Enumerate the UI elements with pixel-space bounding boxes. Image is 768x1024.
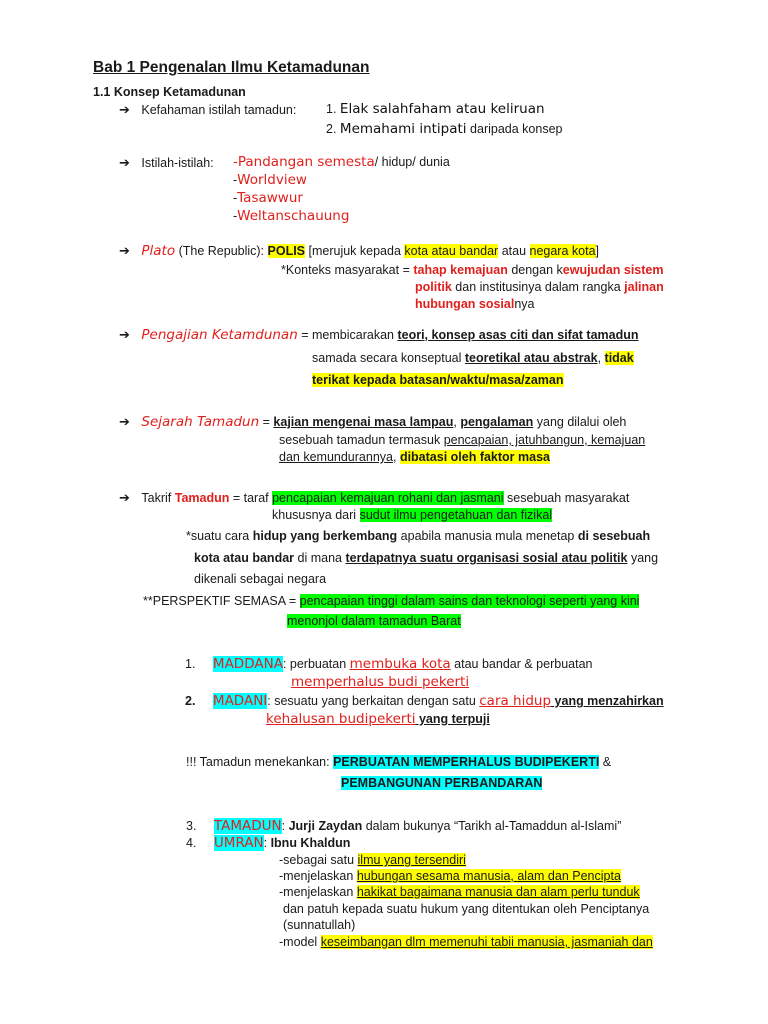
madani-line-2: kehalusan budipekerti yang terpuji — [266, 711, 490, 727]
umran-point-3b: dan patuh kepada suatu hukum yang ditentukan oleh Penciptanya — [283, 902, 650, 916]
sejarah-line: ➔ Sejarah Tamadun = kajian mengenai masa lampau, pengalaman yang dilalui oleh — [119, 414, 627, 430]
section-heading: 1.1 Konsep Ketamadunan — [93, 85, 246, 99]
pengajian-line-2: samada secara konseptual teoretikal atau abstrak, tidak — [312, 351, 634, 365]
arrow-icon: ➔ — [119, 328, 130, 343]
takrif-suatu-3: dikenali sebagai negara — [194, 572, 327, 586]
maddana-line-2: memperhalus budi pekerti — [291, 674, 470, 690]
arrow-icon: ➔ — [119, 156, 130, 171]
istilah-line: ➔ Istilah-istilah: — [119, 156, 214, 171]
perspektif-line-2: menonjol dalam tamadun Barat — [287, 614, 461, 628]
page-title: Bab 1 Pengenalan Ilmu Ketamadunan — [93, 59, 370, 76]
takrif-line-2: khususnya dari sudut ilmu pengetahuan dan fizikal — [272, 508, 553, 522]
umran-point-1: -sebagai satu ilmu yang tersendiri — [279, 853, 466, 867]
plato-line: ➔ Plato (The Republic): POLIS [merujuk kepada kota atau bandar atau negara kota] — [119, 243, 600, 259]
istilah-term-4: -Weltanschauung — [233, 208, 350, 224]
takrif-line: ➔ Takrif Tamadun = taraf pencapaian kemajuan rohani dan jasmani sesebuah masyarakat — [119, 491, 630, 506]
umran-point-2: -menjelaskan hubungan sesama manusia, alam dan Pencipta — [279, 869, 621, 883]
istilah-term-1: -Pandangan semesta/ hidup/ dunia — [233, 154, 450, 170]
kefahaman-item-1: 1. Elak salahfaham atau keliruan — [326, 101, 545, 117]
arrow-icon: ➔ — [119, 415, 130, 430]
pengajian-line: ➔ Pengajian Ketamdunan = membicarakan teori, konsep asas citi dan sifat tamadun — [119, 327, 639, 343]
perspektif-line: **PERSPEKTIF SEMASA = pencapaian tinggi dalam sains dan teknologi seperti yang kini — [143, 594, 640, 608]
umran-point-3: -menjelaskan hakikat bagaimana manusia dan alam perlu tunduk — [279, 885, 640, 899]
istilah-term-2: -Worldview — [233, 172, 307, 188]
kefahaman-line: ➔ Kefahaman istilah tamadun: — [119, 103, 297, 118]
plato-konteks-2: politik dan institusinya dalam rangka jalinan — [415, 280, 664, 294]
list-item-umran: 4. UMRAN: Ibnu Khaldun — [186, 835, 351, 851]
sejarah-line-3: dan kemundurannya, dibatasi oleh faktor masa — [279, 450, 550, 464]
list-item-tamadun: 3. TAMADUN: Jurji Zaydan dalam bukunya “Tarikh al-Tamaddun al-Islami” — [186, 818, 622, 834]
tamadun-menekankan-2: PEMBANGUNAN PERBANDARAN — [341, 776, 543, 790]
list-item-maddana: 1. MADDANA: perbuatan membuka kota atau bandar & perbuatan — [185, 656, 593, 672]
takrif-suatu-1: *suatu cara hidup yang berkembang apabila manusia mula menetap di sesebuah — [186, 529, 651, 543]
list-item-madani: 2. MADANI: sesuatu yang berkaitan dengan satu cara hidup yang menzahirkan — [185, 693, 664, 709]
plato-konteks: *Konteks masyarakat = tahap kemajuan dengan kewujudan sistem — [281, 263, 664, 277]
sejarah-line-2: sesebuah tamadun termasuk pencapaian, jatuhbangun, kemajuan — [279, 433, 646, 447]
arrow-icon: ➔ — [119, 103, 130, 118]
umran-point-3c: (sunnatullah) — [283, 918, 356, 932]
pengajian-line-3: terikat kepada batasan/waktu/masa/zaman — [312, 373, 564, 387]
tamadun-menekankan: !!! Tamadun menekankan: PERBUATAN MEMPERHALUS BUDIPEKERTI & — [186, 755, 612, 769]
arrow-icon: ➔ — [119, 244, 130, 259]
takrif-suatu-2: kota atau bandar di mana terdapatnya suatu organisasi sosial atau politik yang — [194, 551, 659, 565]
plato-konteks-3: hubungan sosialnya — [415, 297, 535, 311]
kefahaman-item-2: 2. Memahami intipati daripada konsep — [326, 121, 563, 137]
istilah-term-3: -Tasawwur — [233, 190, 303, 206]
arrow-icon: ➔ — [119, 491, 130, 506]
umran-point-4: -model keseimbangan dlm memenuhi tabii manusia, jasmaniah dan — [279, 935, 653, 949]
